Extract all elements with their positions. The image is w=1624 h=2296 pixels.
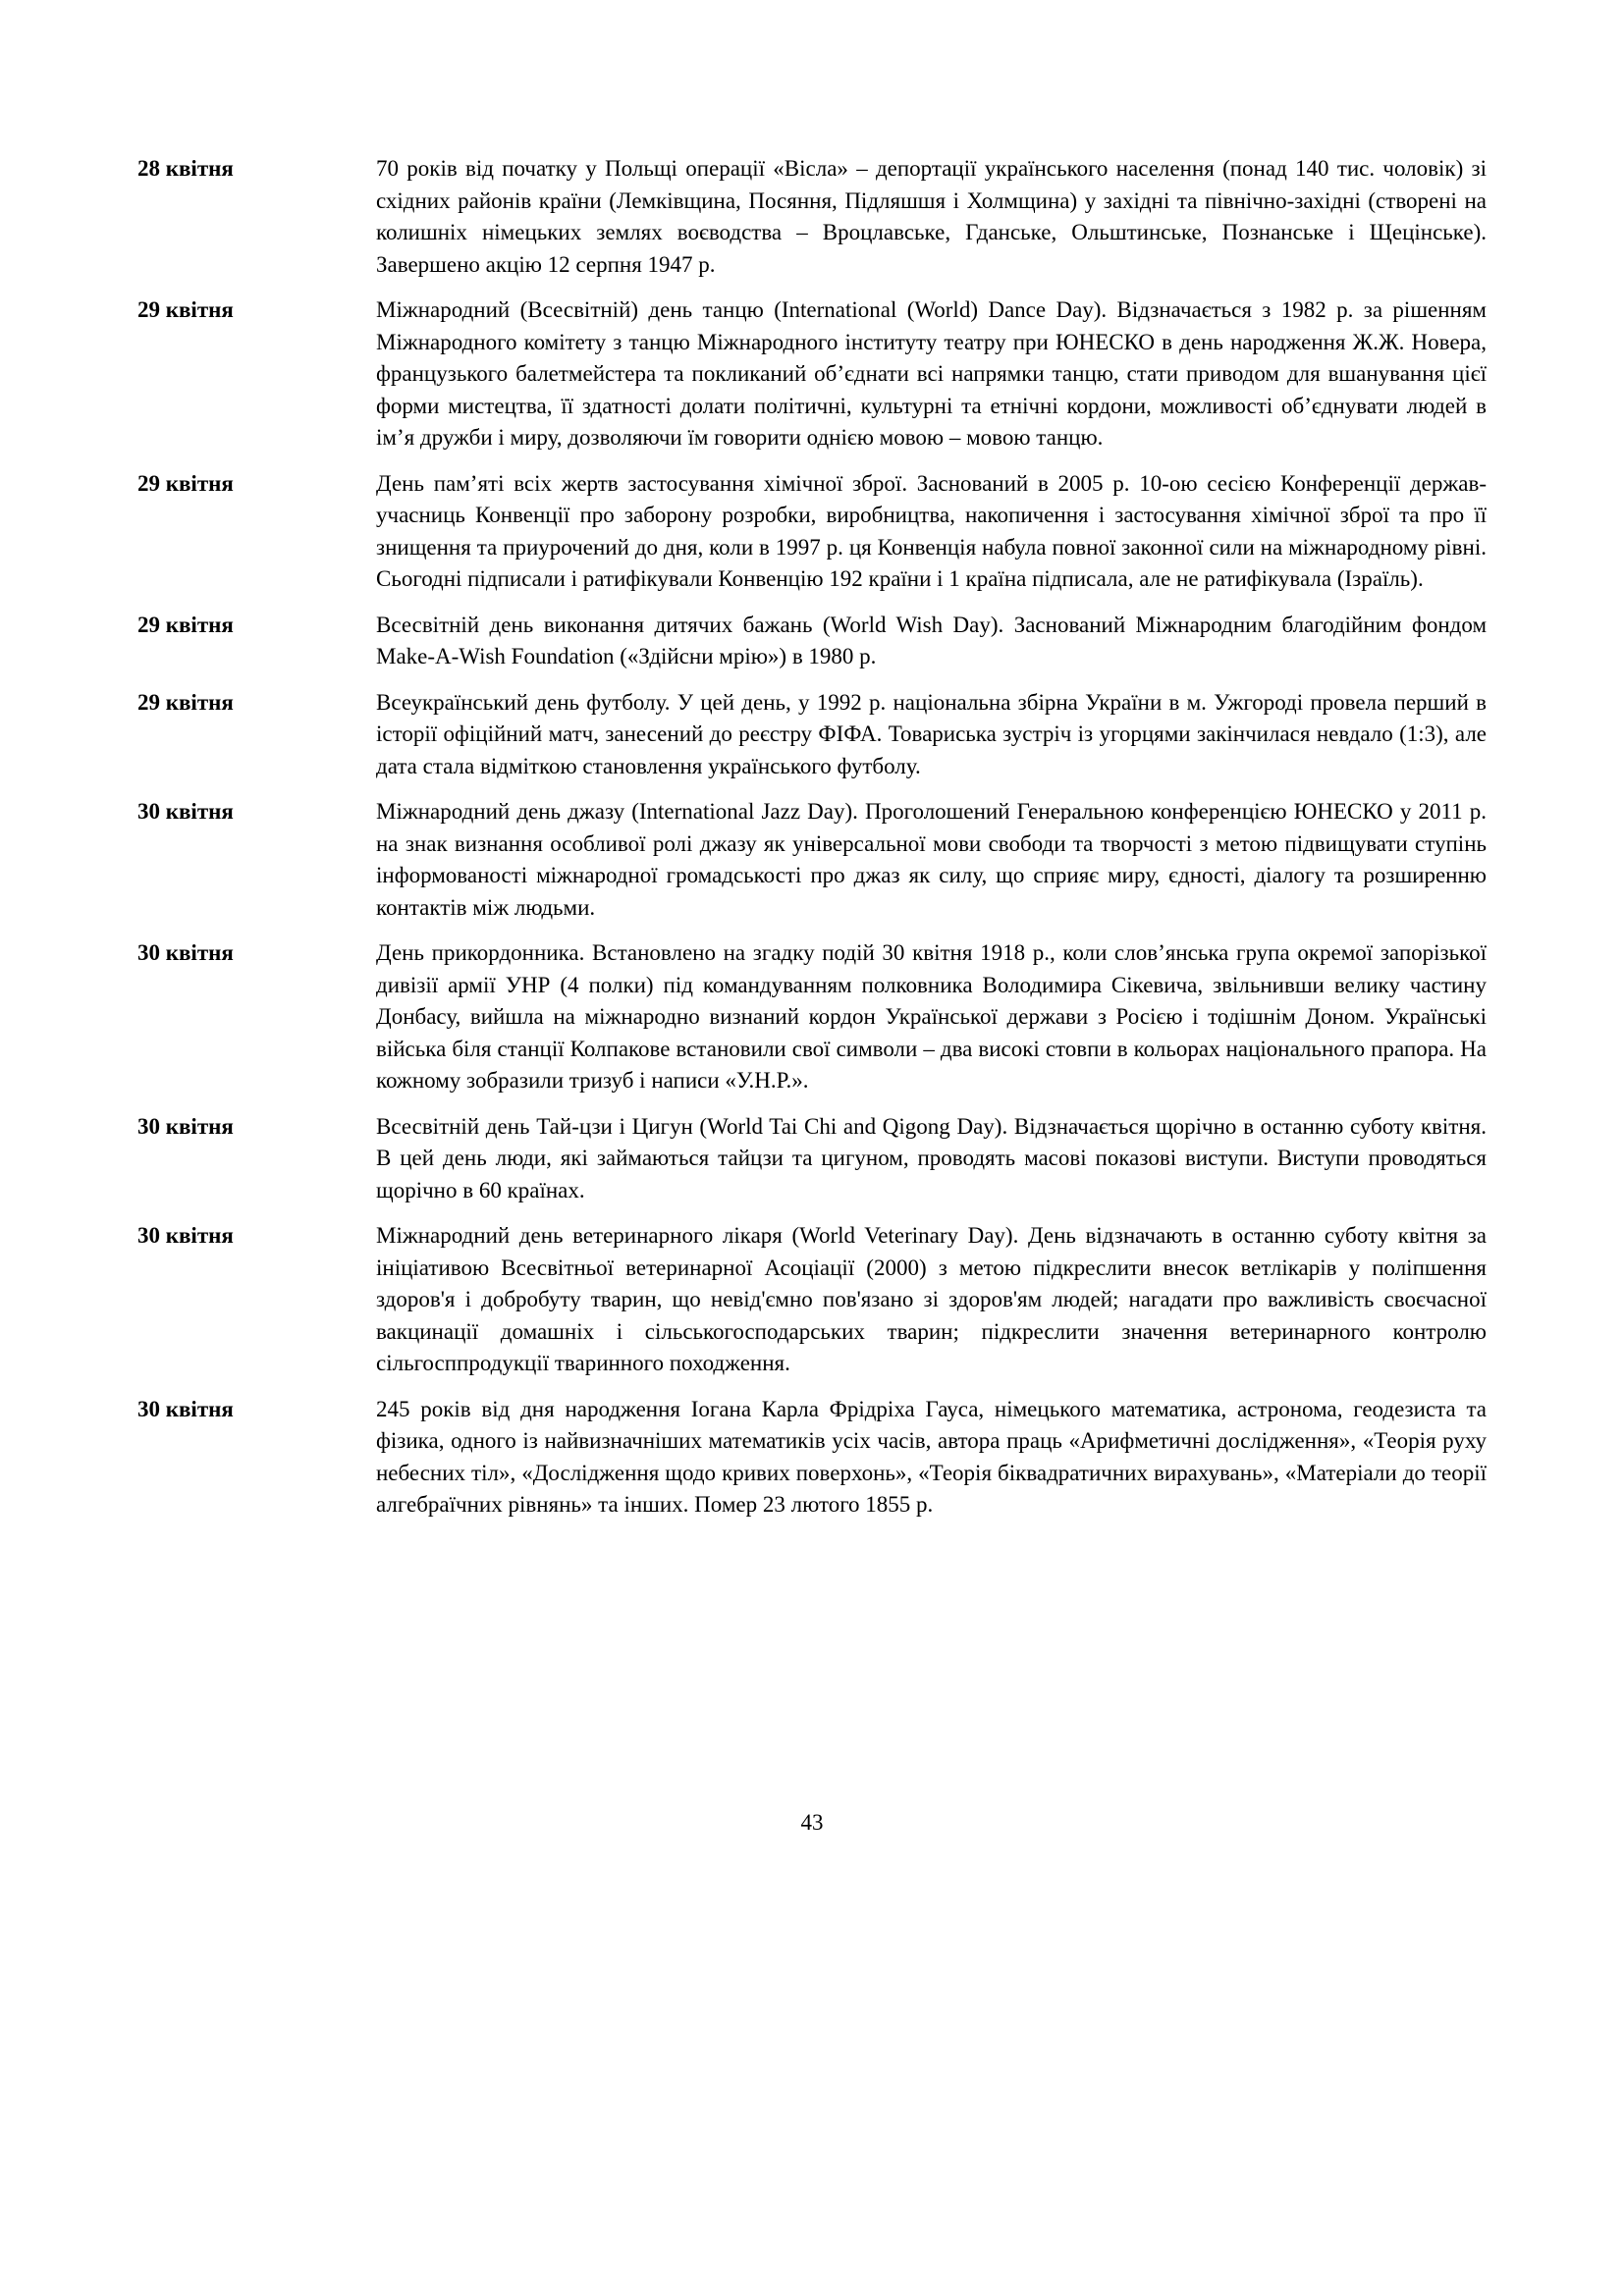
- entry-description: Всесвітній день виконання дитячих бажань (World Wish Day). Заснований Міжнародним благодійним фондом Make-A-Wish Foundation («Здійсни мрію») в 1980 р.: [376, 612, 1487, 668]
- entry-description: День прикордонника. Встановлено на згадку подій 30 квітня 1918 р., коли слов’янська група окремої запорізької дивізії армії УНР (4 полки) під командуванням полковника Володимира Сікевича, звільнивши велику частину Донбасу, вийшла на міжнародно визнаний кордон Української держави з Росією і тодішнім Доном. Українські війська біля станції Колпакове встановили свої символи – два високі стовпи в кольорах національного прапора. На кожному зобразили тризуб і написи «У.Н.Р.».: [376, 940, 1487, 1093]
- calendar-entry: [137, 796, 1487, 924]
- calendar-entry: [137, 153, 1487, 281]
- page-number: 43: [800, 1810, 824, 1835]
- entry-date: 30 квітня: [137, 1396, 234, 1421]
- entry-description: Всеукраїнський день футболу. У цей день, у 1992 р. національна збірна України в м. Ужгороді провела перший в історії офіційний матч, занесений до реєстру ФІФА. Товариська зустріч із угорцями закінчилася невдало (1:3), але дата стала відміткою становлення українського футболу.: [376, 689, 1487, 778]
- calendar-entry: [137, 1111, 1487, 1207]
- entry-date: 29 квітня: [137, 297, 234, 322]
- entry-date: 28 квітня: [137, 156, 234, 181]
- calendar-entry: [137, 610, 1487, 673]
- entry-date: 30 квітня: [137, 799, 234, 824]
- entry-description: 70 років від початку у Польщі операції «Вісла» – депортації українського населення (понад 140 тис. чоловік) зі східних районів країни (Лемківщина, Посяння, Підляшшя і Холмщина) у західні та північно-західні (створені на колишніх німецьких землях воєводства – Вроцлавське, Гданське, Ольштинське, Познанське і Щецінське). Завершено акцію 12 серпня 1947 р.: [376, 156, 1487, 277]
- entry-date: 29 квітня: [137, 689, 234, 715]
- entry-description: Всесвітній день Тай-цзи і Цигун (World Tai Chi and Qigong Day). Відзначається щорічно в останню суботу квітня. В цей день люди, які займаються тайцзи та цигуном, проводять масові показові виступи. Виступи проводяться щорічно в 60 країнах.: [376, 1113, 1487, 1202]
- entry-date: 29 квітня: [137, 470, 234, 496]
- calendar-entry: [137, 468, 1487, 596]
- calendar-entry: [137, 1394, 1487, 1522]
- calendar-entry: [137, 937, 1487, 1097]
- entry-date: 29 квітня: [137, 612, 234, 637]
- calendar-entry: [137, 687, 1487, 783]
- calendar-entry: [137, 294, 1487, 454]
- calendar-entry: [137, 1220, 1487, 1380]
- entry-description: 245 років від дня народження Іогана Карла Фрідріха Гауса, німецького математика, астронома, геодезиста та фізика, одного із найвизначніших математиків усіх часів, автора праць «Арифметичні дослідження», «Теорія руху небесних тіл», «Дослідження щодо кривих поверхонь», «Теорія біквадратичних вирахувань», «Матеріали до теорії алгебраїчних рівнянь» та інших. Помер 23 лютого 1855 р.: [376, 1396, 1487, 1517]
- entry-description: День пам’яті всіх жертв застосування хімічної зброї. Заснований в 2005 р. 10-ою сесією Конференції держав-учасниць Конвенції про заборону розробки, виробництва, накопичення і застосування хімічної зброї та про її знищення та приурочений до дня, коли в 1997 р. ця Конвенція набула повної законної сили на міжнародному рівні. Сьогодні підписали і ратифікували Конвенцію 192 країни і 1 країна підписала, але не ратифікувала (Ізраїль).: [376, 470, 1487, 591]
- entry-description: Міжнародний день джазу (International Jazz Day). Проголошений Генеральною конференцією ЮНЕСКО у 2011 р. на знак визнання особливої ролі джазу як універсальної мови свободи та творчості з метою підвищувати ступінь інформованості міжнародної громадськості про джаз як силу, що сприяє миру, єдності, діалогу та розширенню контактів між людьми.: [376, 799, 1487, 920]
- entry-description: Міжнародний (Всесвітній) день танцю (International (World) Dance Day). Відзначається з 1982 р. за рішенням Міжнародного комітету з танцю Міжнародного інституту театру при ЮНЕСКО в день народження Ж.Ж. Новера, французького балетмейстера та покликаний об’єднати всі напрямки танцю, стати приводом для вшанування цієї форми мистецтва, її здатності долати політичні, культурні та етнічні кордони, можливості об’єднувати людей в ім’я дружби і миру, дозволяючи їм говорити однією мовою – мовою танцю.: [376, 297, 1487, 450]
- entry-description: Міжнародний день ветеринарного лікаря (World Veterinary Day). День відзначають в останню суботу квітня за ініціативою Всесвітньої ветеринарної Асоціації (2000) з метою підкреслити внесок ветлікарів у поліпшення здоров'я і добробуту тварин, що невід'ємно пов'язано зі здоров'ям людей; нагадати про важливість своєчасної вакцинації домашніх і сільськогосподарських тварин; підкреслити значення ветеринарного контролю сільгосппродукції тваринного походження.: [376, 1223, 1487, 1375]
- entry-date: 30 квітня: [137, 1223, 234, 1248]
- entry-date: 30 квітня: [137, 940, 234, 965]
- entry-date: 30 квітня: [137, 1113, 234, 1139]
- calendar-entries: [137, 153, 1487, 1535]
